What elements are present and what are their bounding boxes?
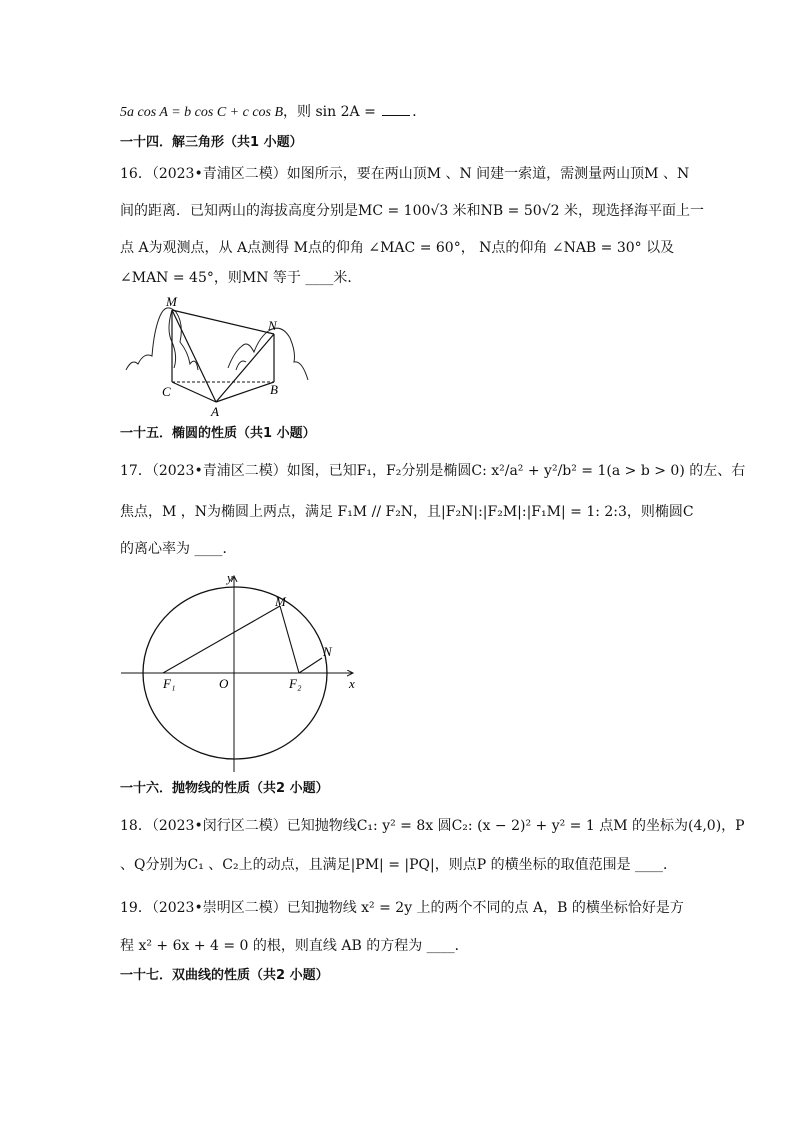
label-n: N bbox=[323, 644, 332, 659]
label-x: x bbox=[349, 676, 355, 691]
section-heading-17: 一十七．双曲线的性质（共2 小题） bbox=[120, 968, 329, 983]
mountain-figure bbox=[118, 290, 318, 420]
q17-line-2: 焦点，M ，N为椭圆上两点，满足 F₁M // F₂N，且|F₂N|:|F₂M|:|F₁M| = 1: 2:3，则椭圆C bbox=[120, 504, 694, 520]
q19-line-1: 19．（2023•崇明区二模）已知抛物线 x² = 2y 上的两个不同的点 A，B 的横坐标恰好是方 bbox=[120, 900, 684, 916]
section-heading-15: 一十五．椭圆的性质（共1 小题） bbox=[120, 426, 316, 441]
segment-mf2 bbox=[280, 606, 299, 673]
q18-line-2: 、Q分别为C₁ 、C₂上的动点，且满足|PM| = |PQ|，则点P 的横坐标的取值范围是 ____． bbox=[120, 857, 678, 873]
q16-line-3: 点 A为观测点，从 A点测得 M点的仰角 ∠MAC = 60°， N点的仰角 ∠NAB = 30° 以及 bbox=[120, 240, 675, 256]
label-y: y bbox=[227, 570, 233, 585]
section-heading-16: 一十六．抛物线的性质（共2 小题） bbox=[120, 781, 329, 796]
segment-f1m bbox=[163, 606, 280, 673]
q19-line-2: 程 x² + 6x + 4 = 0 的根，则直线 AB 的方程为 ____． bbox=[120, 938, 469, 954]
line-end: ． bbox=[412, 104, 427, 120]
ellipse-figure bbox=[115, 566, 365, 776]
section-heading-14: 一十四．解三角形（共1 小题） bbox=[120, 135, 303, 150]
segment-ca bbox=[172, 382, 216, 402]
q18-line-1: 18．（2023•闵行区二模）已知抛物线C₁: y² = 8x 圆C₂: (x − 2)² + y² = 1 点M 的坐标为(4,0)，P bbox=[120, 818, 745, 834]
q16-line-2: 间的距离．已知两山的海拔高度分别是MC = 100√3 米和NB = 50√2 米，现选择海平面上一 bbox=[120, 203, 704, 219]
label-m: M bbox=[166, 294, 177, 309]
question-15-tail bbox=[120, 102, 426, 123]
q16-line-4: ∠MAN = 45°，则MN 等于 ____米． bbox=[120, 270, 362, 286]
label-b: B bbox=[270, 382, 278, 397]
formula-text: 5a cos A = b cos C + c cos B bbox=[120, 105, 284, 120]
label-f2: F₂ bbox=[289, 676, 302, 691]
label-f1: F₁ bbox=[163, 676, 176, 691]
segment-f2n bbox=[299, 658, 322, 673]
right-mountain-outline bbox=[228, 328, 308, 380]
label-m: M bbox=[275, 594, 286, 609]
answer-blank bbox=[382, 103, 410, 116]
label-c: C bbox=[162, 384, 171, 399]
label-o: O bbox=[219, 676, 229, 691]
label-a: A bbox=[211, 404, 219, 419]
label-n: N bbox=[268, 318, 277, 333]
q16-line-1: 16．（2023•青浦区二模）如图所示，要在两山顶M 、N 间建一索道，需测量两山顶M 、N bbox=[120, 166, 690, 182]
segment-ma bbox=[172, 310, 216, 402]
formula-suffix: ，则 sin 2A = bbox=[283, 104, 381, 120]
segment-mn bbox=[172, 310, 274, 334]
q17-line-3: 的离心率为 ____． bbox=[120, 541, 237, 557]
q17-line-1: 17．（2023•青浦区二模）如图，已知F₁，F₂分别是椭圆C: x²/a² + y²/b² = 1(a > b > 0) 的左、右 bbox=[120, 463, 746, 479]
left-mountain-outline bbox=[126, 308, 198, 370]
